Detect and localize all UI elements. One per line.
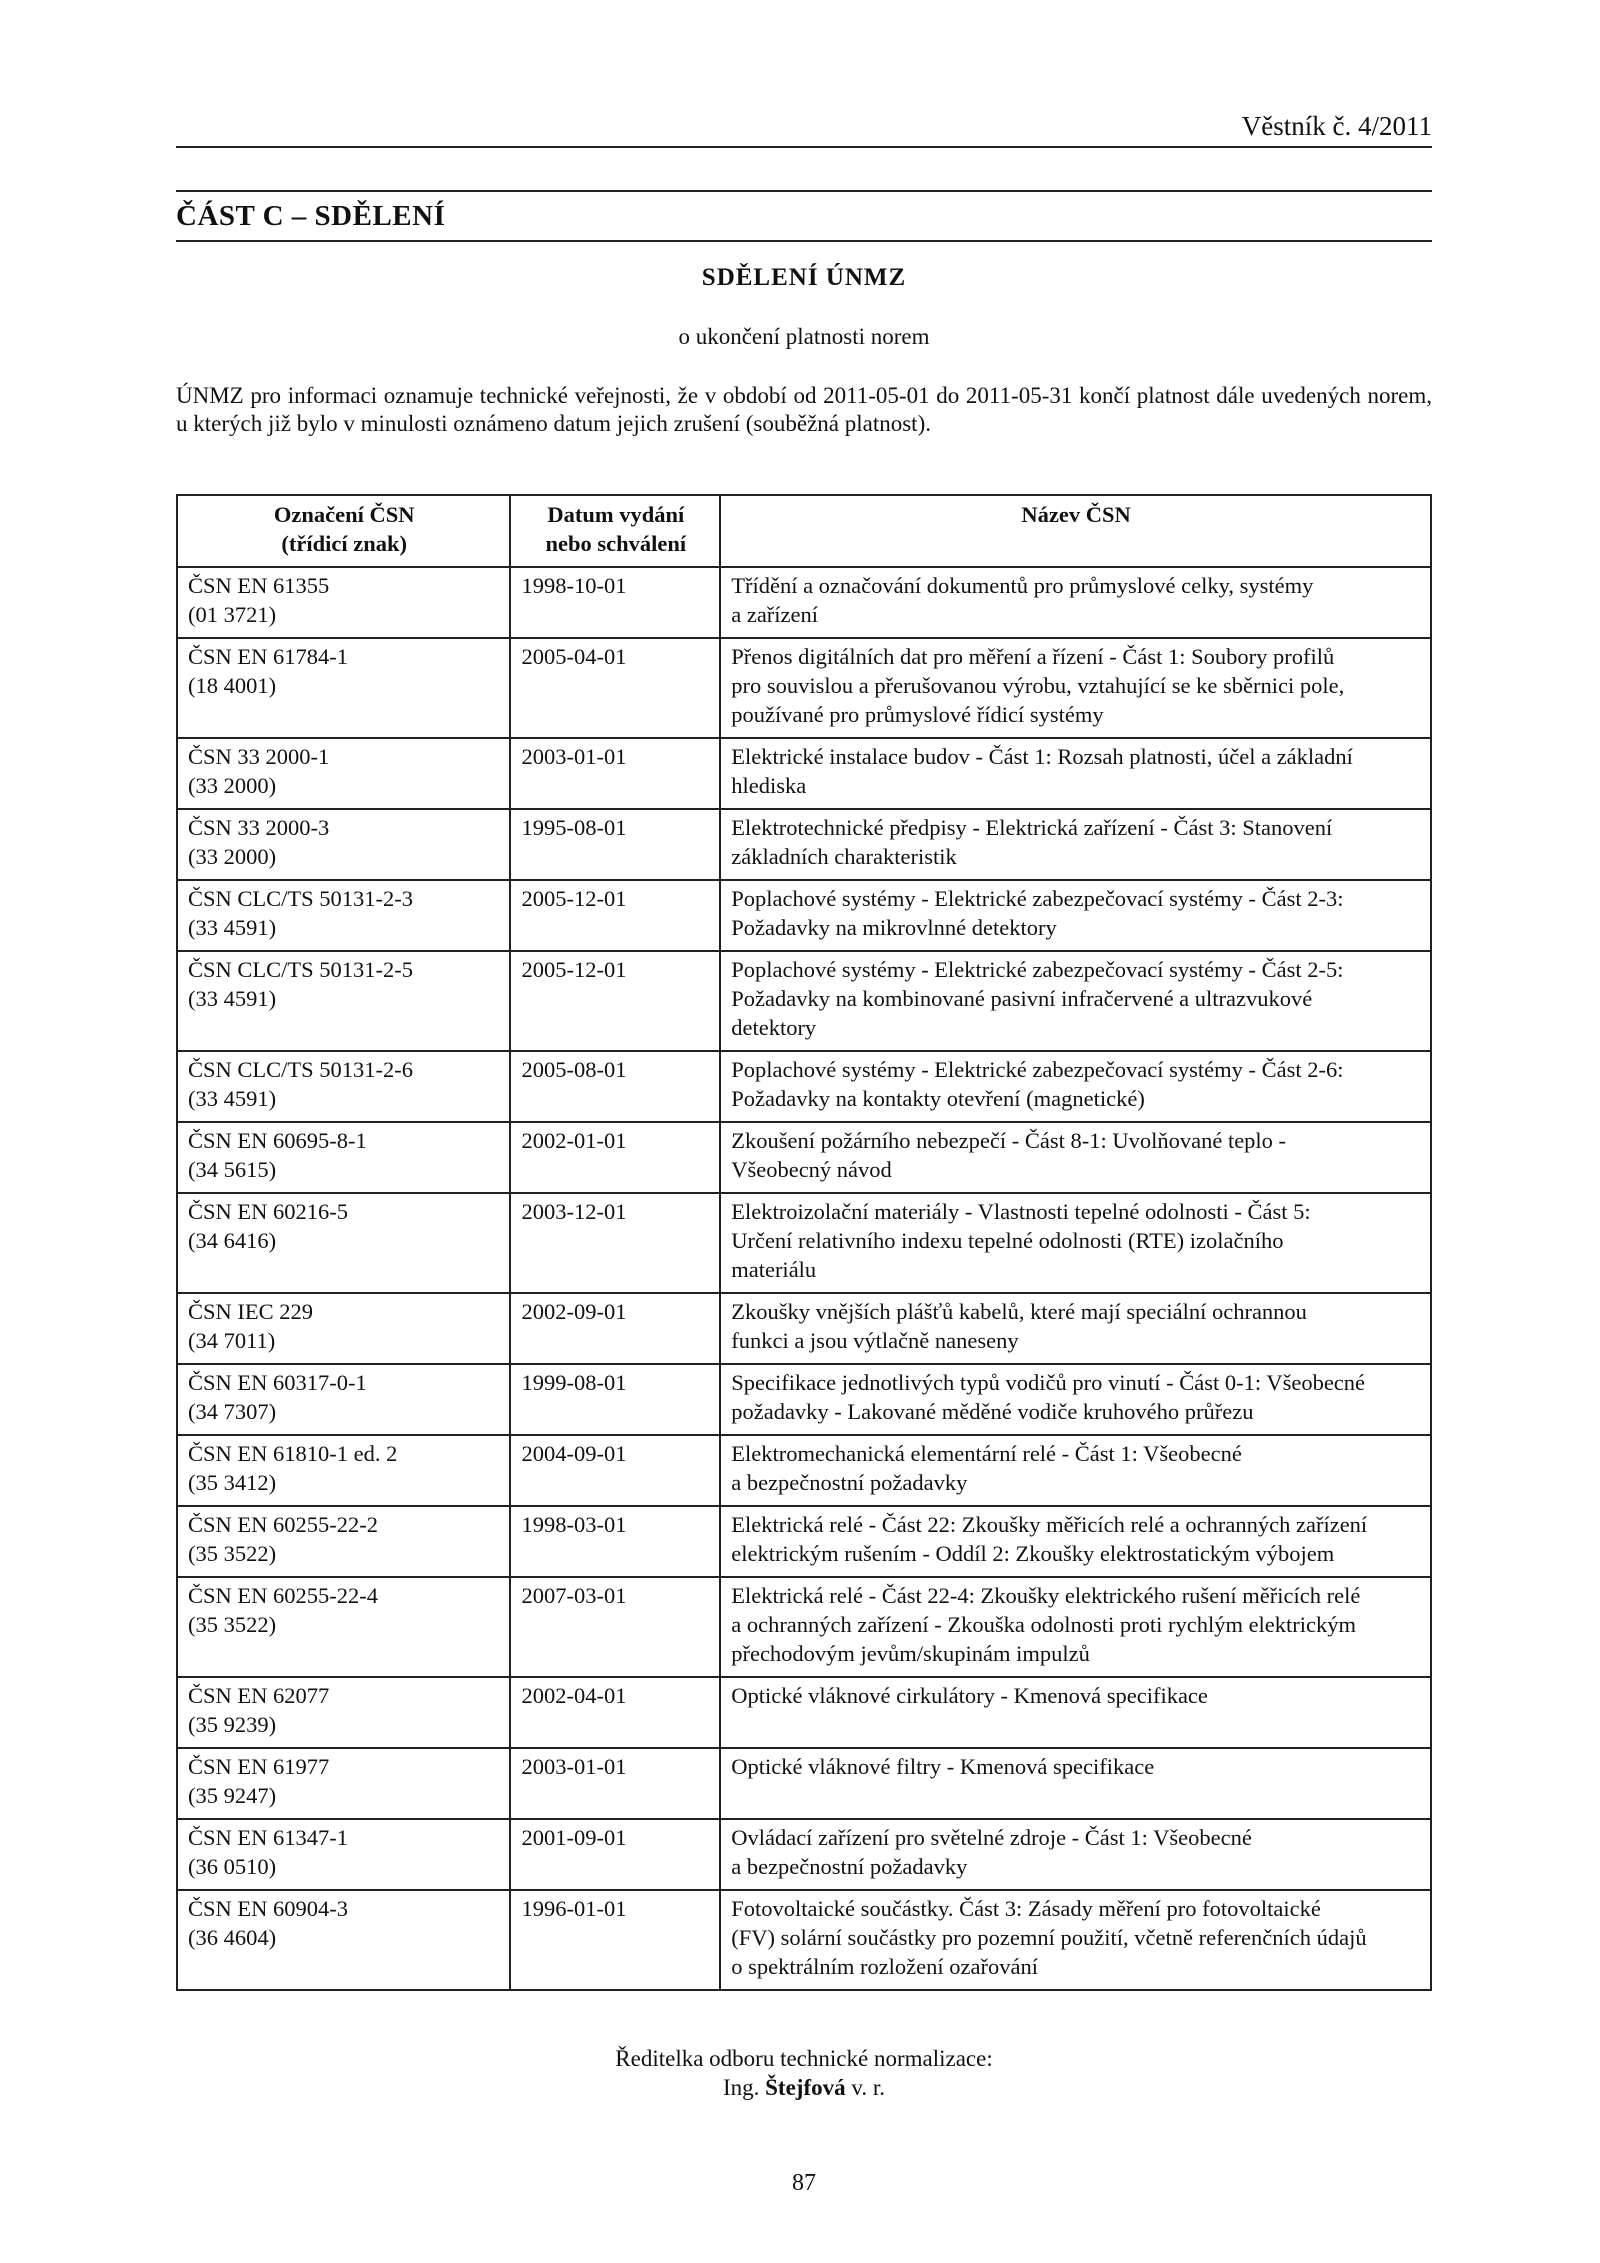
signature-name-line (176, 2073, 1432, 2102)
norm-class-code: (35 3522) (188, 1612, 277, 1637)
signature-role: Ředitelka odboru technické normalizace: (615, 2046, 993, 2071)
norm-designation-cell (177, 567, 510, 638)
norm-designation-cell (177, 1577, 510, 1677)
norm-code: ČSN CLC/TS 50131-2-5 (188, 957, 414, 982)
norm-code: ČSN 33 2000-1 (188, 744, 330, 769)
signature-block (176, 2044, 1432, 2102)
table-row (177, 880, 1431, 951)
norm-class-code: (35 3522) (188, 1541, 277, 1566)
norm-code: ČSN 33 2000-3 (188, 815, 330, 840)
norm-class-code: (36 0510) (188, 1854, 277, 1879)
norm-title-line: materiálu (731, 1257, 817, 1282)
notice-title: SDĚLENÍ ÚNMZ (701, 264, 907, 291)
norm-date: 2003-12-01 (510, 1193, 720, 1293)
norm-class-code: (33 2000) (188, 844, 277, 869)
norm-class-code: (01 3721) (188, 602, 277, 627)
norm-title-cell (720, 1748, 1431, 1819)
norm-title-line: Zkoušky vnějších plášťů kabelů, které mají speciální ochrannou (731, 1299, 1307, 1324)
norm-code: ČSN EN 61784-1 (188, 644, 349, 669)
norm-title-line: Přenos digitálních dat pro měření a řízení - Část 1: Soubory profilů (731, 644, 1335, 669)
norm-title-line: Elektrické instalace budov - Část 1: Rozsah platnosti, účel a základní (731, 744, 1353, 769)
norm-title-line: pro souvislou a přerušovanou výrobu, vztahující se ke sběrnici pole, (731, 673, 1345, 698)
norm-title-cell (720, 1435, 1431, 1506)
norm-designation-cell (177, 1193, 510, 1293)
norm-title-cell (720, 1819, 1431, 1890)
norm-title-cell (720, 1506, 1431, 1577)
norm-title-line: Specifikace jednotlivých typů vodičů pro vinutí - Část 0-1: Všeobecné (731, 1370, 1366, 1395)
norm-title-line: Ovládací zařízení pro světelné zdroje - Část 1: Všeobecné (731, 1825, 1252, 1850)
norm-designation-cell (177, 1293, 510, 1364)
norm-class-code: (33 2000) (188, 773, 277, 798)
norm-date: 2005-08-01 (510, 1051, 720, 1122)
norm-title-cell (720, 1364, 1431, 1435)
header-date: Datum vydání nebo schválení (510, 495, 720, 567)
norm-designation-cell (177, 1677, 510, 1748)
norm-designation-cell (177, 1819, 510, 1890)
header-designation: Označení ČSN (třídicí znak) (177, 495, 510, 567)
norm-date: 2005-04-01 (510, 638, 720, 738)
norm-class-code: (33 4591) (188, 915, 277, 940)
norm-title-line: Požadavky na kontakty otevření (magnetické) (731, 1086, 1145, 1111)
signature-prefix: Ing. (722, 2075, 760, 2100)
table-row (177, 738, 1431, 809)
norm-designation-cell (177, 809, 510, 880)
norm-date: 2002-09-01 (510, 1293, 720, 1364)
table-row (177, 638, 1431, 738)
norm-title-cell (720, 1577, 1431, 1677)
norm-class-code: (34 6416) (188, 1228, 277, 1253)
norm-code: ČSN CLC/TS 50131-2-3 (188, 886, 414, 911)
norm-class-code: (34 7011) (188, 1328, 276, 1353)
table-row (177, 1193, 1431, 1293)
norm-code: ČSN EN 61347-1 (188, 1825, 349, 1850)
norm-date: 1996-01-01 (510, 1890, 720, 1990)
table-row (177, 1364, 1431, 1435)
norm-title-cell (720, 809, 1431, 880)
table-row (177, 1051, 1431, 1122)
norm-title-line: Fotovoltaické součástky. Část 3: Zásady měření pro fotovoltaické (731, 1896, 1321, 1921)
norm-title-line: přechodovým jevům/skupinám impulzů (731, 1641, 1090, 1666)
norm-title-cell (720, 880, 1431, 951)
norm-title-cell (720, 1293, 1431, 1364)
norm-title-line: a ochranných zařízení - Zkouška odolnosti proti rychlým elektrickým (731, 1612, 1357, 1637)
norm-code: ČSN EN 61355 (188, 573, 330, 598)
table-row (177, 1890, 1431, 1990)
norm-code: ČSN EN 60904-3 (188, 1896, 349, 1921)
table-header-row (177, 495, 1431, 567)
norm-code: ČSN EN 60695-8-1 (188, 1128, 367, 1153)
norm-title-line: detektory (731, 1015, 817, 1040)
norm-designation-cell (177, 638, 510, 738)
norm-title-line: Zkoušení požárního nebezpečí - Část 8-1: Uvolňované teplo - (731, 1128, 1287, 1153)
norm-title-cell (720, 1193, 1431, 1293)
norm-date: 2007-03-01 (510, 1577, 720, 1677)
norm-title-cell (720, 567, 1431, 638)
norm-date: 2002-04-01 (510, 1677, 720, 1748)
norm-code: ČSN EN 60255-22-2 (188, 1512, 378, 1537)
notice-subtitle: o ukončení platnosti norem (678, 324, 930, 349)
norm-designation-cell (177, 1364, 510, 1435)
norm-code: ČSN IEC 229 (188, 1299, 314, 1324)
table-row (177, 1577, 1431, 1677)
norm-title-line: Poplachové systémy - Elektrické zabezpečovací systémy - Část 2-6: (731, 1057, 1344, 1082)
norm-date: 2001-09-01 (510, 1819, 720, 1890)
norms-table (176, 494, 1432, 1991)
table-row (177, 1819, 1431, 1890)
norm-designation-cell (177, 1122, 510, 1193)
norm-code: ČSN EN 60216-5 (188, 1199, 349, 1224)
norm-title-line: elektrickým rušením - Oddíl 2: Zkoušky elektrostatickým výbojem (731, 1541, 1335, 1566)
norm-title-line: Optické vláknové filtry - Kmenová specifikace (731, 1754, 1155, 1779)
table-row (177, 1677, 1431, 1748)
norm-title-line: Elektrická relé - Část 22-4: Zkoušky elektrického rušení měřicích relé (731, 1583, 1361, 1608)
norm-code: ČSN EN 60255-22-4 (188, 1583, 378, 1608)
norm-code: ČSN CLC/TS 50131-2-6 (188, 1057, 414, 1082)
norm-class-code: (35 9247) (188, 1783, 277, 1808)
notice-intro: ÚNMZ pro informaci oznamuje technické veřejnosti, že v období od 2011-05-01 do 2011-05-31 končí platnost dále uvedených norem, u kterých již bylo v minulosti oznámeno datum jejich zrušení (souběžná platnost). (176, 383, 1432, 436)
norm-designation-cell (177, 1890, 510, 1990)
norm-designation-cell (177, 1051, 510, 1122)
issue-header: Věstník č. 4/2011 (1241, 111, 1432, 141)
norm-code: ČSN EN 61977 (188, 1754, 330, 1779)
table-row (177, 1506, 1431, 1577)
norm-title-cell (720, 951, 1431, 1051)
norm-class-code: (36 4604) (188, 1925, 277, 1950)
norm-title-line: o spektrálním rozložení ozařování (731, 1954, 1038, 1979)
norm-title-line: Třídění a označování dokumentů pro průmyslové celky, systémy (731, 573, 1314, 598)
norm-title-line: funkci a jsou výtlačně naneseny (731, 1328, 1019, 1353)
norm-title-line: Poplachové systémy - Elektrické zabezpečovací systémy - Část 2-5: (731, 957, 1344, 982)
norm-date: 1999-08-01 (510, 1364, 720, 1435)
norm-date: 2005-12-01 (510, 880, 720, 951)
norm-designation-cell (177, 951, 510, 1051)
norm-designation-cell (177, 738, 510, 809)
norm-title-line: Elektrická relé - Část 22: Zkoušky měřicích relé a ochranných zařízení (731, 1512, 1368, 1537)
norm-title-line: a bezpečnostní požadavky (731, 1470, 968, 1495)
norm-title-cell (720, 1122, 1431, 1193)
norm-title-cell (720, 1890, 1431, 1990)
norm-title-cell (720, 638, 1431, 738)
table-row (177, 1748, 1431, 1819)
norm-code: ČSN EN 60317-0-1 (188, 1370, 367, 1395)
signature-suffix: v. r. (851, 2075, 886, 2100)
norm-title-line: Elektrotechnické předpisy - Elektrická zařízení - Část 3: Stanovení (731, 815, 1333, 840)
table-row (177, 809, 1431, 880)
norm-date: 1995-08-01 (510, 809, 720, 880)
table-row (177, 1122, 1431, 1193)
norm-title-line: Požadavky na mikrovlnné detektory (731, 915, 1057, 940)
norm-class-code: (35 9239) (188, 1712, 277, 1737)
section-divider-top (176, 190, 1432, 192)
norm-title-line: požadavky - Lakované měděné vodiče kruhového průřezu (731, 1399, 1254, 1424)
header-divider (176, 146, 1432, 148)
norm-title-cell (720, 1051, 1431, 1122)
norm-title-cell (720, 738, 1431, 809)
norm-class-code: (18 4001) (188, 673, 277, 698)
norm-title-line: Elektromechanická elementární relé - Část 1: Všeobecné (731, 1441, 1242, 1466)
norm-class-code: (34 5615) (188, 1157, 277, 1182)
norm-date: 1998-03-01 (510, 1506, 720, 1577)
section-title: ČÁST C – SDĚLENÍ (176, 200, 446, 232)
norm-title-line: hlediska (731, 773, 807, 798)
norm-date: 2004-09-01 (510, 1435, 720, 1506)
section-divider-bottom (176, 240, 1432, 242)
norm-title-line: a bezpečnostní požadavky (731, 1854, 968, 1879)
norm-designation-cell (177, 1748, 510, 1819)
table-row (177, 1293, 1431, 1364)
norm-code: ČSN EN 61810-1 ed. 2 (188, 1441, 398, 1466)
norm-class-code: (33 4591) (188, 986, 277, 1011)
norm-title-line: Optické vláknové cirkulátory - Kmenová specifikace (731, 1683, 1208, 1708)
table-row (177, 1435, 1431, 1506)
norm-title-line: a zařízení (731, 602, 819, 627)
table-row (177, 567, 1431, 638)
norm-title-line: Požadavky na kombinované pasivní infračervené a ultrazvukové (731, 986, 1313, 1011)
norm-designation-cell (177, 880, 510, 951)
norm-designation-cell (177, 1435, 510, 1506)
norm-title-line: Určení relativního indexu tepelné odolnosti (RTE) izolačního (731, 1228, 1284, 1253)
norm-title-line: základních charakteristik (731, 844, 957, 869)
norm-title-line: Poplachové systémy - Elektrické zabezpečovací systémy - Část 2-3: (731, 886, 1344, 911)
signature-name: Štejfová (765, 2075, 846, 2100)
norm-designation-cell (177, 1506, 510, 1577)
norm-date: 2003-01-01 (510, 1748, 720, 1819)
norm-title-line: (FV) solární součástky pro pozemní použití, včetně referenčních údajů (731, 1925, 1367, 1950)
header-title: Název ČSN (720, 495, 1431, 567)
norm-title-line: Elektroizolační materiály - Vlastnosti tepelné odolnosti - Část 5: (731, 1199, 1311, 1224)
norm-date: 1998-10-01 (510, 567, 720, 638)
table-row (177, 951, 1431, 1051)
norm-title-line: Všeobecný návod (731, 1157, 892, 1182)
norm-date: 2003-01-01 (510, 738, 720, 809)
norm-date: 2005-12-01 (510, 951, 720, 1051)
norm-class-code: (35 3412) (188, 1470, 277, 1495)
page-number: 87 (792, 2170, 816, 2196)
norm-title-line: používané pro průmyslové řídicí systémy (731, 702, 1104, 727)
norm-class-code: (34 7307) (188, 1399, 277, 1424)
norm-class-code: (33 4591) (188, 1086, 277, 1111)
norm-code: ČSN EN 62077 (188, 1683, 330, 1708)
norm-date: 2002-01-01 (510, 1122, 720, 1193)
norm-title-cell (720, 1677, 1431, 1748)
